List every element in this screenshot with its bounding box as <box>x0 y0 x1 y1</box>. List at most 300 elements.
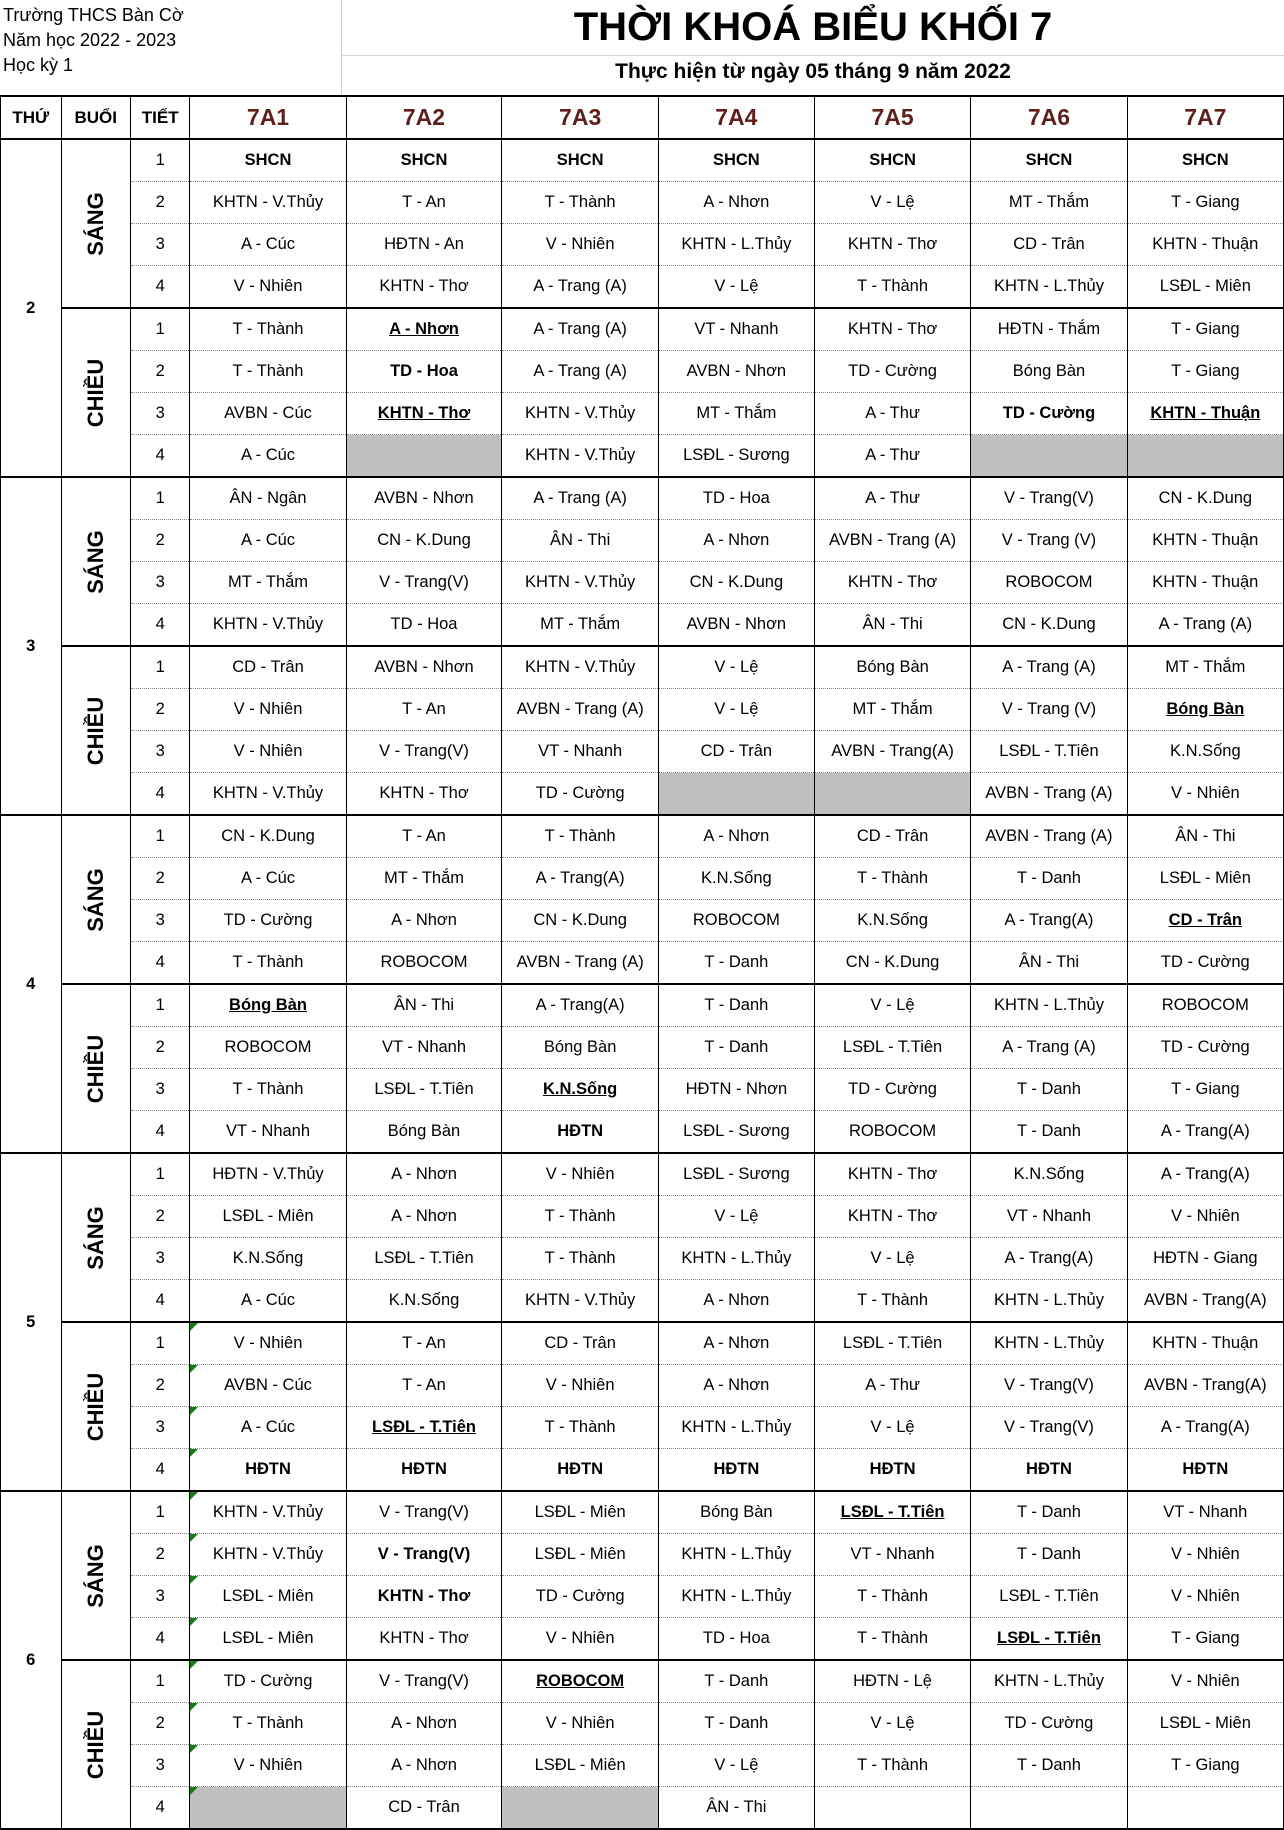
lesson-cell: LSĐL - Miên <box>190 1576 346 1618</box>
lesson-cell: A - Nhơn <box>346 1745 502 1787</box>
period-number: 1 <box>130 646 190 689</box>
lesson-cell: LSĐL - T.Tiên <box>346 1238 502 1280</box>
lesson-cell: HĐTN - V.Thủy <box>190 1153 346 1196</box>
table-row <box>1 1027 1284 1069</box>
lesson-cell: CD - Trân <box>658 731 814 773</box>
lesson-cell: TD - Cường <box>1127 1027 1283 1069</box>
lesson-cell: A - Thư <box>814 393 970 435</box>
period-number: 1 <box>130 984 190 1027</box>
lesson-cell: KHTN - L.Thủy <box>971 984 1127 1027</box>
lesson-cell: KHTN - Thơ <box>814 308 970 351</box>
period-number: 1 <box>130 477 190 520</box>
table-row <box>1 646 1284 689</box>
lesson-cell: V - Lệ <box>814 182 970 224</box>
school-name: Trường THCS Bàn Cờ <box>3 5 184 25</box>
lesson-cell: HĐTN <box>658 1449 814 1492</box>
lesson-cell: V - Nhiên <box>190 731 346 773</box>
period-number: 3 <box>130 562 190 604</box>
lesson-cell: T - Giang <box>1127 351 1283 393</box>
period-number: 4 <box>130 942 190 985</box>
lesson-cell: HĐTN <box>502 1111 658 1154</box>
day-label: 6 <box>1 1491 62 1829</box>
lesson-cell: TD - Cường <box>502 773 658 816</box>
session-label: CHIỀU <box>82 1034 108 1103</box>
lesson-cell: V - Nhiên <box>1127 773 1283 816</box>
lesson-cell: ROBOCOM <box>502 1660 658 1703</box>
lesson-cell: KHTN - V.Thủy <box>190 1491 346 1534</box>
table-row <box>1 1365 1284 1407</box>
lesson-cell: V - Trang(V) <box>346 562 502 604</box>
session-label: SÁNG <box>82 1205 108 1270</box>
period-number: 2 <box>130 1196 190 1238</box>
period-number: 2 <box>130 182 190 224</box>
lesson-cell: HĐTN <box>971 1449 1127 1492</box>
lesson-cell: ÂN - Thi <box>658 1787 814 1830</box>
lesson-cell: KHTN - V.Thủy <box>502 1280 658 1323</box>
lesson-cell: A - Trang(A) <box>1127 1153 1283 1196</box>
lesson-cell: CD - Trân <box>814 815 970 858</box>
period-number: 4 <box>130 1280 190 1323</box>
lesson-cell: CN - K.Dung <box>502 900 658 942</box>
day-label: 4 <box>1 815 62 1153</box>
table-row <box>1 351 1284 393</box>
period-number: 4 <box>130 1787 190 1830</box>
empty-slot <box>502 1787 658 1830</box>
lesson-cell: MT - Thắm <box>658 393 814 435</box>
lesson-cell: LSĐL - T.Tiên <box>814 1027 970 1069</box>
table-row <box>1 182 1284 224</box>
page-title: THỜI KHOÁ BIỂU KHỐI 7 <box>573 5 1053 49</box>
lesson-cell: T - Danh <box>971 1069 1127 1111</box>
lesson-cell: A - Nhơn <box>658 1322 814 1365</box>
lesson-cell: TD - Cường <box>1127 942 1283 985</box>
lesson-cell: SHCN <box>658 139 814 182</box>
table-row <box>1 900 1284 942</box>
semester: Học kỳ 1 <box>3 55 74 75</box>
table-row <box>1 1449 1284 1492</box>
lesson-cell: VT - Nhanh <box>190 1111 346 1154</box>
lesson-cell: V - Trang(V) <box>971 1407 1127 1449</box>
period-number: 3 <box>130 393 190 435</box>
table-row <box>1 1280 1284 1323</box>
period-number: 4 <box>130 266 190 309</box>
lesson-cell: ÂN - Thi <box>346 984 502 1027</box>
lesson-cell: VT - Nhanh <box>814 1534 970 1576</box>
empty-slot <box>190 1787 346 1830</box>
table-row <box>1 1787 1284 1830</box>
lesson-cell: KHTN - Thuận <box>1127 562 1283 604</box>
lesson-cell: TD - Hoa <box>346 604 502 647</box>
lesson-cell: V - Lệ <box>658 266 814 309</box>
lesson-cell: AVBN - Cúc <box>190 393 346 435</box>
lesson-cell: HĐTN <box>502 1449 658 1492</box>
lesson-cell: KHTN - Thuận <box>1127 224 1283 266</box>
lesson-cell: SHCN <box>502 139 658 182</box>
lesson-cell: A - Cúc <box>190 1280 346 1323</box>
lesson-cell: AVBN - Nhơn <box>346 646 502 689</box>
lesson-cell: V - Nhiên <box>190 266 346 309</box>
session-cell <box>61 646 130 815</box>
lesson-cell: ROBOCOM <box>1127 984 1283 1027</box>
lesson-cell: LSĐL - Sương <box>658 435 814 478</box>
header-class: 7A3 <box>502 96 658 139</box>
lesson-cell: T - Thành <box>502 1196 658 1238</box>
lesson-cell: MT - Thắm <box>814 689 970 731</box>
lesson-cell: V - Trang(V) <box>346 731 502 773</box>
lesson-cell: KHTN - L.Thủy <box>658 224 814 266</box>
lesson-cell: AVBN - Cúc <box>190 1365 346 1407</box>
table-row <box>1 604 1284 647</box>
table-row <box>1 1745 1284 1787</box>
period-number: 3 <box>130 731 190 773</box>
lesson-cell: MT - Thắm <box>502 604 658 647</box>
lesson-cell: T - Giang <box>1127 1745 1283 1787</box>
lesson-cell: A - Trang(A) <box>502 858 658 900</box>
timetable <box>0 95 1284 1830</box>
lesson-cell: ÂN - Thi <box>502 520 658 562</box>
lesson-cell: T - Danh <box>971 858 1127 900</box>
lesson-cell: A - Nhơn <box>658 1365 814 1407</box>
period-number: 1 <box>130 308 190 351</box>
period-number: 2 <box>130 351 190 393</box>
school-info <box>3 3 184 78</box>
table-row <box>1 393 1284 435</box>
session-cell <box>61 815 130 984</box>
lesson-cell: AVBN - Trang (A) <box>814 520 970 562</box>
lesson-cell: V - Nhiên <box>1127 1660 1283 1703</box>
lesson-cell: AVBN - Nhơn <box>658 604 814 647</box>
lesson-cell: AVBN - Trang(A) <box>1127 1365 1283 1407</box>
lesson-cell: HĐTN - Thắm <box>971 308 1127 351</box>
session-label: CHIỀU <box>82 358 108 427</box>
lesson-cell: T - Danh <box>658 1660 814 1703</box>
lesson-cell: TD - Cường <box>502 1576 658 1618</box>
lesson-cell: AVBN - Trang (A) <box>502 942 658 985</box>
period-number: 1 <box>130 815 190 858</box>
table-row <box>1 1576 1284 1618</box>
lesson-cell: KHTN - V.Thủy <box>502 646 658 689</box>
lesson-cell: AVBN - Trang (A) <box>502 689 658 731</box>
lesson-cell: KHTN - Thơ <box>814 1196 970 1238</box>
table-row <box>1 1660 1284 1703</box>
lesson-cell: AVBN - Nhơn <box>346 477 502 520</box>
table-row <box>1 942 1284 985</box>
lesson-cell: KHTN - Thơ <box>814 562 970 604</box>
header-class: 7A2 <box>346 96 502 139</box>
session-cell <box>61 308 130 477</box>
lesson-cell: LSĐL - Miên <box>190 1618 346 1661</box>
lesson-cell: A - Thư <box>814 477 970 520</box>
lesson-cell: HĐTN - Nhơn <box>658 1069 814 1111</box>
lesson-cell: MT - Thắm <box>971 182 1127 224</box>
lesson-cell: ÂN - Thi <box>814 604 970 647</box>
table-row <box>1 1238 1284 1280</box>
lesson-cell: V - Lệ <box>658 689 814 731</box>
lesson-cell: TD - Cường <box>814 351 970 393</box>
lesson-cell: T - Thành <box>502 1407 658 1449</box>
lesson-cell: LSĐL - T.Tiên <box>346 1407 502 1449</box>
period-number: 4 <box>130 1111 190 1154</box>
period-number: 3 <box>130 224 190 266</box>
lesson-cell: LSĐL - Sương <box>658 1111 814 1154</box>
lesson-cell: TD - Hoa <box>658 1618 814 1661</box>
lesson-cell: KHTN - Thơ <box>814 224 970 266</box>
lesson-cell: Bóng Bàn <box>814 646 970 689</box>
lesson-cell: AVBN - Trang (A) <box>971 815 1127 858</box>
lesson-cell: ÂN - Ngân <box>190 477 346 520</box>
table-row <box>1 266 1284 309</box>
lesson-cell: A - Nhơn <box>346 1703 502 1745</box>
lesson-cell: A - Trang(A) <box>502 984 658 1027</box>
header-class: 7A4 <box>658 96 814 139</box>
table-row <box>1 1407 1284 1449</box>
lesson-cell: LSĐL - T.Tiên <box>814 1322 970 1365</box>
period-number: 1 <box>130 1491 190 1534</box>
lesson-cell: KHTN - Thơ <box>346 1618 502 1661</box>
lesson-cell: K.N.Sống <box>190 1238 346 1280</box>
period-number: 2 <box>130 1703 190 1745</box>
header-class: 7A1 <box>190 96 346 139</box>
empty-slot <box>1127 435 1283 478</box>
session-cell <box>61 1660 130 1829</box>
lesson-cell: HĐTN - An <box>346 224 502 266</box>
lesson-cell: T - Danh <box>658 1027 814 1069</box>
lesson-cell: A - Trang(A) <box>971 900 1127 942</box>
lesson-cell: SHCN <box>346 139 502 182</box>
lesson-cell: A - Trang(A) <box>1127 1111 1283 1154</box>
lesson-cell: LSĐL - T.Tiên <box>346 1069 502 1111</box>
lesson-cell: KHTN - L.Thủy <box>971 1322 1127 1365</box>
table-row <box>1 858 1284 900</box>
lesson-cell: T - Danh <box>971 1111 1127 1154</box>
lesson-cell: V - Trang(V) <box>346 1660 502 1703</box>
day-label: 5 <box>1 1153 62 1491</box>
empty-slot <box>971 435 1127 478</box>
lesson-cell: A - Cúc <box>190 858 346 900</box>
lesson-cell: CN - K.Dung <box>346 520 502 562</box>
lesson-cell: TD - Cường <box>971 1703 1127 1745</box>
table-row <box>1 139 1284 182</box>
header-class: 7A7 <box>1127 96 1283 139</box>
lesson-cell: KHTN - Thơ <box>346 266 502 309</box>
lesson-cell: V - Nhiên <box>502 1618 658 1661</box>
session-cell <box>61 1491 130 1660</box>
session-label: CHIỀU <box>82 696 108 765</box>
lesson-cell: V - Lệ <box>814 1703 970 1745</box>
lesson-cell: V - Lệ <box>658 1745 814 1787</box>
lesson-cell: VT - Nhanh <box>971 1196 1127 1238</box>
lesson-cell: A - Nhơn <box>346 900 502 942</box>
period-number: 2 <box>130 858 190 900</box>
lesson-cell <box>971 1787 1127 1830</box>
lesson-cell: A - Nhơn <box>346 308 502 351</box>
table-row <box>1 1153 1284 1196</box>
lesson-cell: A - Trang (A) <box>502 308 658 351</box>
lesson-cell: A - Trang (A) <box>502 351 658 393</box>
lesson-cell: T - Thành <box>814 266 970 309</box>
period-number: 1 <box>130 1153 190 1196</box>
lesson-cell: A - Nhơn <box>658 520 814 562</box>
lesson-cell: A - Nhơn <box>346 1153 502 1196</box>
period-number: 1 <box>130 139 190 182</box>
lesson-cell: T - Danh <box>971 1491 1127 1534</box>
lesson-cell: TD - Hoa <box>658 477 814 520</box>
header-tiet: TIẾT <box>130 96 190 139</box>
lesson-cell: V - Trang(V) <box>346 1534 502 1576</box>
lesson-cell: V - Nhiên <box>190 689 346 731</box>
lesson-cell: CD - Trân <box>502 1322 658 1365</box>
lesson-cell: TD - Hoa <box>346 351 502 393</box>
lesson-cell: V - Nhiên <box>502 224 658 266</box>
lesson-cell <box>1127 1787 1283 1830</box>
table-row <box>1 308 1284 351</box>
lesson-cell: V - Trang(V) <box>971 477 1127 520</box>
lesson-cell: CD - Trân <box>1127 900 1283 942</box>
lesson-cell: V - Nhiên <box>502 1703 658 1745</box>
lesson-cell: LSĐL - Miên <box>1127 858 1283 900</box>
period-number: 2 <box>130 520 190 562</box>
lesson-cell: Bóng Bàn <box>658 1491 814 1534</box>
lesson-cell: K.N.Sống <box>502 1069 658 1111</box>
session-cell <box>61 139 130 308</box>
lesson-cell: T - Thành <box>814 1576 970 1618</box>
session-cell <box>61 1153 130 1322</box>
table-row <box>1 435 1284 478</box>
lesson-cell: T - Thành <box>814 1280 970 1323</box>
lesson-cell: T - Danh <box>971 1534 1127 1576</box>
lesson-cell: K.N.Sống <box>658 858 814 900</box>
lesson-cell: KHTN - L.Thủy <box>971 1660 1127 1703</box>
lesson-cell: T - Thành <box>502 815 658 858</box>
lesson-cell: V - Lệ <box>814 1238 970 1280</box>
lesson-cell: HĐTN <box>346 1449 502 1492</box>
lesson-cell: ÂN - Thi <box>1127 815 1283 858</box>
lesson-cell: LSĐL - T.Tiên <box>814 1491 970 1534</box>
table-row <box>1 1111 1284 1154</box>
lesson-cell: SHCN <box>971 139 1127 182</box>
lesson-cell: KHTN - L.Thủy <box>658 1576 814 1618</box>
lesson-cell: ROBOCOM <box>346 942 502 985</box>
lesson-cell: MT - Thắm <box>190 562 346 604</box>
lesson-cell: T - Giang <box>1127 1069 1283 1111</box>
lesson-cell: KHTN - Thơ <box>346 1576 502 1618</box>
lesson-cell: V - Lệ <box>658 646 814 689</box>
lesson-cell: A - Nhơn <box>658 1280 814 1323</box>
lesson-cell: VT - Nhanh <box>1127 1491 1283 1534</box>
table-row <box>1 520 1284 562</box>
lesson-cell: KHTN - V.Thủy <box>190 773 346 816</box>
lesson-cell: ROBOCOM <box>971 562 1127 604</box>
page-subtitle: Thực hiện từ ngày 05 tháng 9 năm 2022 <box>342 55 1284 88</box>
lesson-cell: VT - Nhanh <box>502 731 658 773</box>
lesson-cell: LSĐL - Miên <box>1127 266 1283 309</box>
header-buoi: BUỔI <box>61 96 130 139</box>
lesson-cell: KHTN - Thuận <box>1127 520 1283 562</box>
period-number: 4 <box>130 435 190 478</box>
lesson-cell: LSĐL - Miên <box>502 1491 658 1534</box>
session-cell <box>61 477 130 646</box>
lesson-cell: TD - Cường <box>190 1660 346 1703</box>
lesson-cell: V - Nhiên <box>502 1365 658 1407</box>
session-label: SÁNG <box>82 1543 108 1608</box>
table-row <box>1 731 1284 773</box>
lesson-cell: LSĐL - Miên <box>502 1534 658 1576</box>
lesson-cell: AVBN - Trang (A) <box>971 773 1127 816</box>
lesson-cell: T - Danh <box>971 1745 1127 1787</box>
lesson-cell: T - An <box>346 689 502 731</box>
lesson-cell: T - Danh <box>658 942 814 985</box>
period-number: 3 <box>130 1745 190 1787</box>
table-row <box>1 1491 1284 1534</box>
lesson-cell: CN - K.Dung <box>1127 477 1283 520</box>
lesson-cell: ROBOCOM <box>814 1111 970 1154</box>
lesson-cell: A - Cúc <box>190 224 346 266</box>
lesson-cell: T - An <box>346 815 502 858</box>
session-label: SÁNG <box>82 191 108 256</box>
lesson-cell: V - Nhiên <box>1127 1576 1283 1618</box>
period-number: 4 <box>130 604 190 647</box>
lesson-cell: K.N.Sống <box>1127 731 1283 773</box>
lesson-cell: AVBN - Trang(A) <box>814 731 970 773</box>
lesson-cell: A - Trang (A) <box>1127 604 1283 647</box>
session-cell <box>61 984 130 1153</box>
empty-slot <box>658 773 814 816</box>
lesson-cell: T - Giang <box>1127 182 1283 224</box>
lesson-cell: KHTN - L.Thủy <box>658 1407 814 1449</box>
lesson-cell: KHTN - L.Thủy <box>658 1534 814 1576</box>
lesson-cell: T - Thành <box>190 942 346 985</box>
table-row <box>1 773 1284 816</box>
period-number: 2 <box>130 1365 190 1407</box>
lesson-cell: T - Thành <box>814 858 970 900</box>
period-number: 3 <box>130 900 190 942</box>
lesson-cell: LSĐL - Miên <box>502 1745 658 1787</box>
lesson-cell: KHTN - Thơ <box>814 1153 970 1196</box>
lesson-cell: HĐTN <box>190 1449 346 1492</box>
lesson-cell: KHTN - V.Thủy <box>190 604 346 647</box>
lesson-cell: V - Nhiên <box>502 1153 658 1196</box>
lesson-cell: CD - Trân <box>971 224 1127 266</box>
lesson-cell: HĐTN - Lệ <box>814 1660 970 1703</box>
lesson-cell: ÂN - Thi <box>971 942 1127 985</box>
lesson-cell: TD - Cường <box>971 393 1127 435</box>
lesson-cell: A - Thư <box>814 435 970 478</box>
lesson-cell: KHTN - V.Thủy <box>502 562 658 604</box>
lesson-cell: KHTN - V.Thủy <box>190 1534 346 1576</box>
lesson-cell: A - Trang (A) <box>502 266 658 309</box>
lesson-cell: LSĐL - Miên <box>190 1196 346 1238</box>
lesson-cell: CN - K.Dung <box>190 815 346 858</box>
header-row <box>1 96 1284 139</box>
lesson-cell: Bóng Bàn <box>346 1111 502 1154</box>
session-label: SÁNG <box>82 529 108 594</box>
period-number: 3 <box>130 1238 190 1280</box>
lesson-cell: LSĐL - Miên <box>1127 1703 1283 1745</box>
lesson-cell: KHTN - Thơ <box>346 393 502 435</box>
lesson-cell: KHTN - V.Thủy <box>190 182 346 224</box>
day-label: 3 <box>1 477 62 815</box>
header-class: 7A6 <box>971 96 1127 139</box>
lesson-cell: TD - Cường <box>190 900 346 942</box>
lesson-cell: SHCN <box>1127 139 1283 182</box>
table-row <box>1 1618 1284 1661</box>
lesson-cell: VT - Nhanh <box>346 1027 502 1069</box>
lesson-cell: A - Nhơn <box>658 815 814 858</box>
lesson-cell: KHTN - L.Thủy <box>971 266 1127 309</box>
lesson-cell: V - Trang (V) <box>971 520 1127 562</box>
lesson-cell: LSĐL - T.Tiên <box>971 1618 1127 1661</box>
lesson-cell: A - Trang (A) <box>502 477 658 520</box>
